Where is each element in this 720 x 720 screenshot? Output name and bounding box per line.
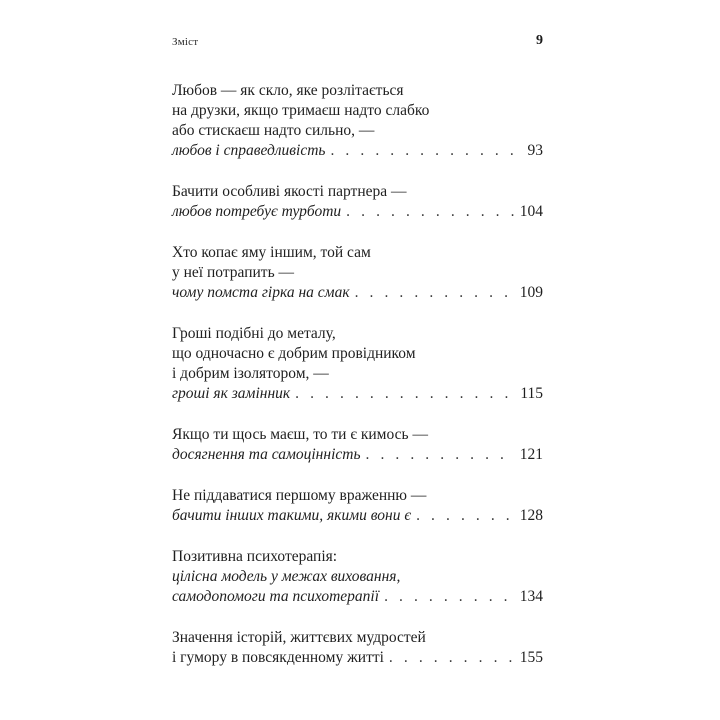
entry-page-number: 128 <box>519 507 543 524</box>
entry-title-line: Не піддаватися першому враженню — <box>172 487 427 504</box>
entry-leader-line <box>172 141 543 161</box>
entry-title-line: Бачити особливі якості партнера — <box>172 183 407 200</box>
toc-entry[interactable] <box>172 425 543 465</box>
entry-title-line: і добрим ізолятором, — <box>172 365 329 382</box>
entry-leader-line <box>172 283 543 303</box>
dot-leader <box>384 587 514 607</box>
toc-entry[interactable] <box>172 182 543 222</box>
toc-entry[interactable] <box>172 628 543 668</box>
dot-leader <box>346 202 514 222</box>
entry-subtitle: любов і справедливість <box>172 142 326 159</box>
entry-title-line: Позитивна психотерапія: <box>172 548 338 565</box>
dot-leader <box>366 445 514 465</box>
entry-leader-line <box>172 587 543 607</box>
entry-page-number: 121 <box>519 446 543 463</box>
toc-entry[interactable] <box>172 81 543 161</box>
entry-page-number: 104 <box>519 203 543 220</box>
entry-title-line: Якщо ти щось маєш, то ти є кимось — <box>172 426 428 443</box>
entry-leader-line <box>172 384 543 404</box>
entry-title-line: що одночасно є добрим провідником <box>172 345 416 362</box>
entry-title-line: Хто копає яму іншим, той сам <box>172 244 371 261</box>
running-head: Зміст <box>172 36 199 48</box>
entry-title-line: на друзки, якщо тримаєш надто слабко <box>172 102 430 119</box>
dot-leader <box>355 283 514 303</box>
entry-title-line: Гроші подібні до металу, <box>172 325 336 342</box>
entry-subtitle: досягнення та самоцінність <box>172 446 361 463</box>
entry-subtitle: чому помста гірка на смак <box>172 284 350 301</box>
toc-entry[interactable] <box>172 486 543 526</box>
entry-title-tail: і гумору в повсякденному житті <box>172 649 384 666</box>
entry-title-line: Значення історій, життєвих мудростей <box>172 629 426 646</box>
dot-leader <box>295 384 514 404</box>
page-number: 9 <box>536 33 543 48</box>
entry-subtitle: бачити інших такими, якими вони є <box>172 507 412 524</box>
entry-page-number: 93 <box>527 142 543 159</box>
entry-leader-line <box>172 202 543 222</box>
dot-leader <box>389 648 514 668</box>
entry-page-number: 109 <box>519 284 543 301</box>
entry-page-number: 115 <box>520 385 543 402</box>
table-of-contents <box>172 81 543 689</box>
dot-leader <box>416 506 514 526</box>
entry-title-line: або стискаєш надто сильно, — <box>172 122 375 139</box>
toc-entry[interactable] <box>172 243 543 303</box>
toc-entry[interactable] <box>172 324 543 404</box>
entry-subtitle: гроші як замінник <box>172 385 291 402</box>
entry-leader-line <box>172 445 543 465</box>
entry-title-line: у неї потрапить — <box>172 264 295 281</box>
toc-entry[interactable] <box>172 547 543 607</box>
entry-title-line: Любов — як скло, яке розлітається <box>172 82 404 99</box>
entry-leader-line <box>172 506 543 526</box>
entry-subtitle: любов потребує турботи <box>172 203 342 220</box>
entry-leader-line <box>172 648 543 668</box>
entry-page-number: 155 <box>519 649 543 666</box>
entry-subtitle: самодопомоги та психотерапії <box>172 588 380 605</box>
entry-subtitle-line: цілісна модель у межах виховання, <box>172 568 401 585</box>
dot-leader <box>330 141 521 161</box>
entry-page-number: 134 <box>519 588 543 605</box>
